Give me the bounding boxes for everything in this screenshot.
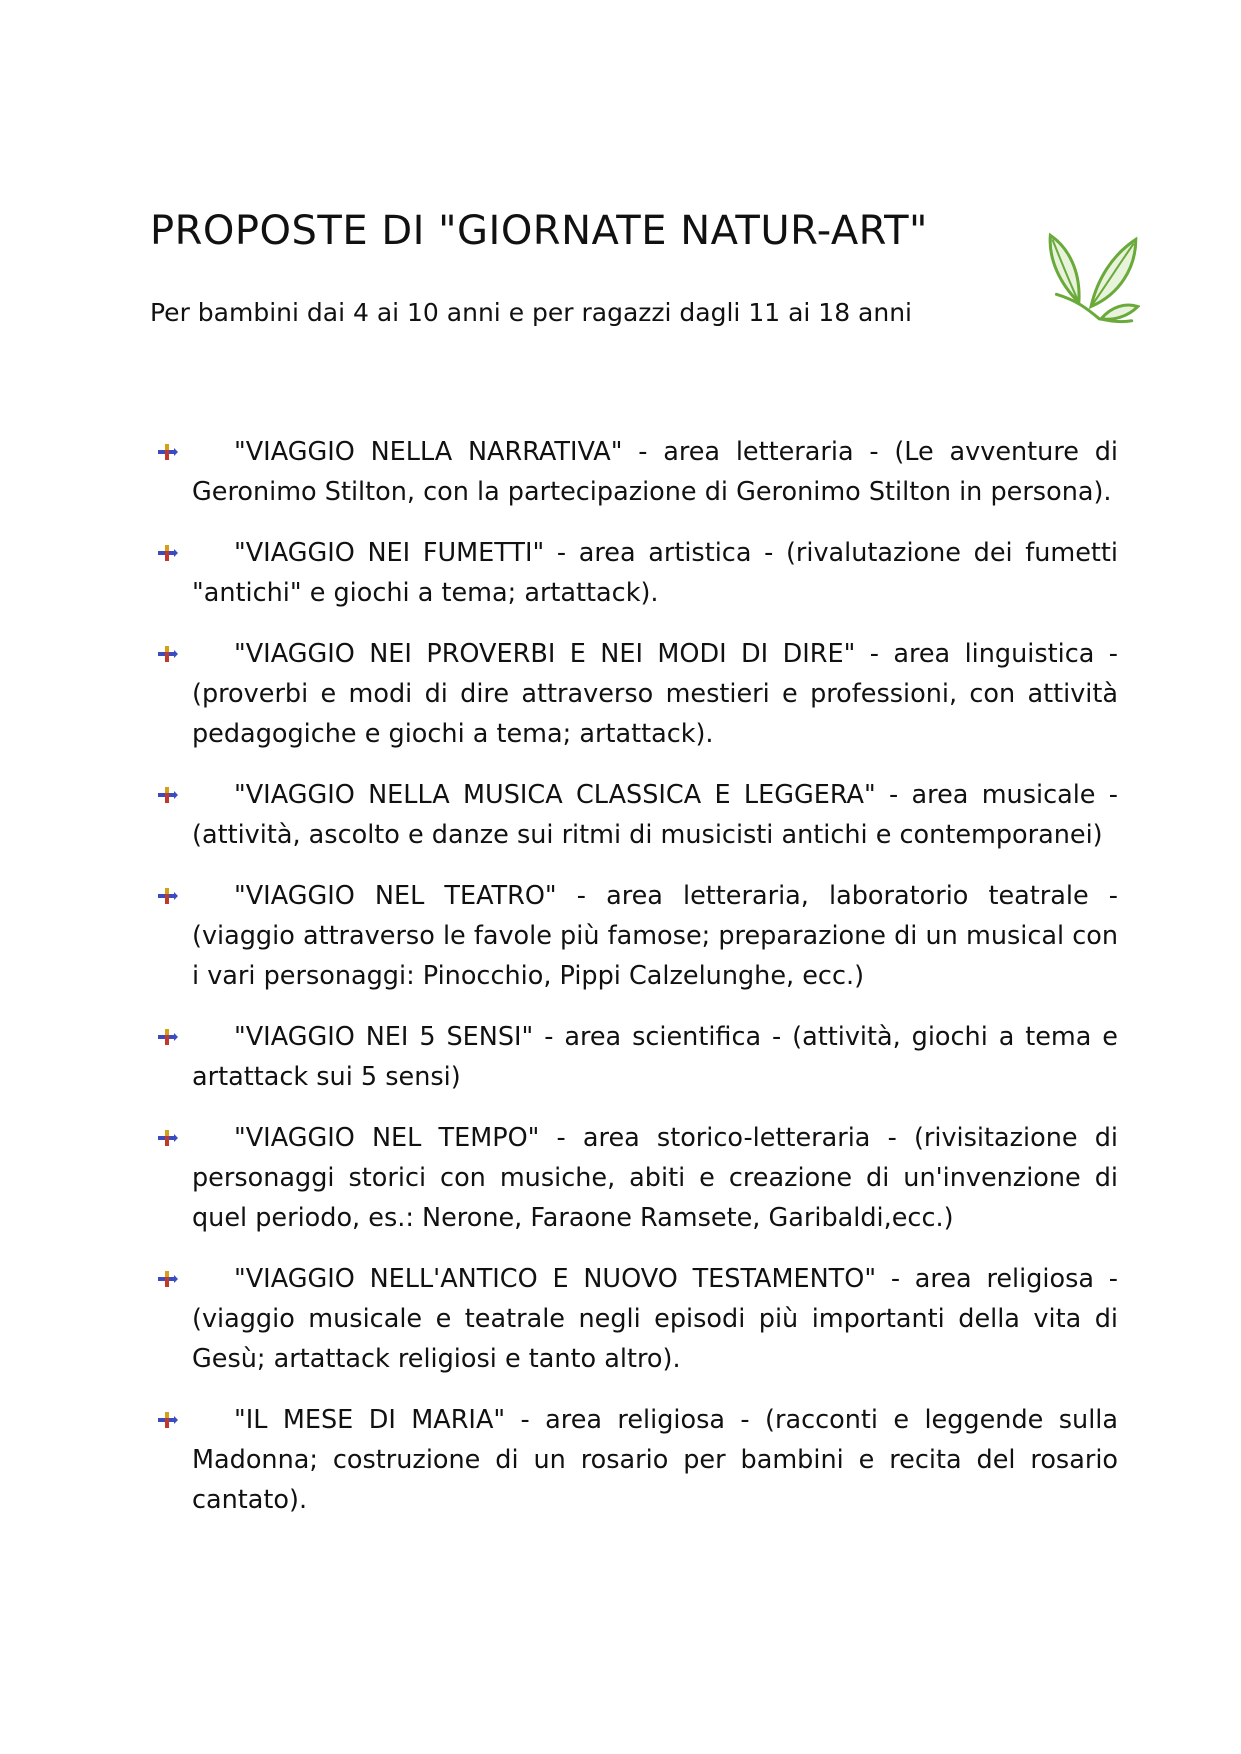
leaf-sprig-icon xyxy=(1038,213,1140,335)
list-item-text: "VIAGGIO NEI FUMETTI" - area artistica - (rivalutazione dei fumetti "antichi" e giochi a tema; artattack). xyxy=(192,538,1118,608)
arrow-bullet-icon xyxy=(158,888,178,904)
list-item xyxy=(150,876,1118,996)
activity-list xyxy=(150,432,1118,1541)
arrow-bullet-icon xyxy=(158,1130,178,1146)
list-item xyxy=(150,533,1118,613)
list-item-text: "VIAGGIO NEI 5 SENSI" - area scientifica - (attività, giochi a tema e artattack sui 5 sensi) xyxy=(192,1022,1118,1092)
list-item xyxy=(150,1017,1118,1097)
arrow-bullet-icon xyxy=(158,545,178,561)
list-item xyxy=(150,432,1118,512)
list-item-text: "VIAGGIO NELLA NARRATIVA" - area letteraria - (Le avventure di Geronimo Stilton, con la partecipazione di Geronimo Stilton in persona). xyxy=(192,437,1118,507)
arrow-bullet-icon xyxy=(158,1271,178,1287)
arrow-bullet-icon xyxy=(158,444,178,460)
list-item-text: "VIAGGIO NELL'ANTICO E NUOVO TESTAMENTO" - area religiosa - (viaggio musicale e teatrale negli episodi più importanti della vita di Gesù; artattack religiosi e tanto altro). xyxy=(192,1264,1118,1374)
arrow-bullet-icon xyxy=(158,1412,178,1428)
list-item-text: "VIAGGIO NEL TEMPO" - area storico-letteraria - (rivisitazione di personaggi storici con musiche, abiti e creazione di un'invenzione di quel periodo, es.: Nerone, Faraone Ramsete, Garibaldi,ecc.) xyxy=(192,1123,1118,1233)
list-item-text: "VIAGGIO NELLA MUSICA CLASSICA E LEGGERA" - area musicale - (attività, ascolto e danze sui ritmi di musicisti antichi e contemporanei) xyxy=(192,780,1118,850)
list-item-text: "IL MESE DI MARIA" - area religiosa - (racconti e leggende sulla Madonna; costruzione di un rosario per bambini e recita del rosario cantato). xyxy=(192,1405,1118,1515)
list-item xyxy=(150,1259,1118,1379)
page-subtitle: Per bambini dai 4 ai 10 anni e per ragazzi dagli 11 ai 18 anni xyxy=(150,298,912,327)
arrow-bullet-icon xyxy=(158,646,178,662)
list-item xyxy=(150,1400,1118,1520)
list-item-text: "VIAGGIO NEI PROVERBI E NEI MODI DI DIRE" - area linguistica - (proverbi e modi di dire attraverso mestieri e professioni, con attività pedagogiche e giochi a tema; artattack). xyxy=(192,639,1118,749)
page-title: PROPOSTE DI "GIORNATE NATUR-ART" xyxy=(150,208,928,254)
list-item-text: "VIAGGIO NEL TEATRO" - area letteraria, laboratorio teatrale - (viaggio attraverso le favole più famose; preparazione di un musical con i vari personaggi: Pinocchio, Pippi Calzelunghe, ecc.) xyxy=(192,881,1118,991)
arrow-bullet-icon xyxy=(158,787,178,803)
arrow-bullet-icon xyxy=(158,1029,178,1045)
list-item xyxy=(150,634,1118,754)
list-item xyxy=(150,1118,1118,1238)
list-item xyxy=(150,775,1118,855)
